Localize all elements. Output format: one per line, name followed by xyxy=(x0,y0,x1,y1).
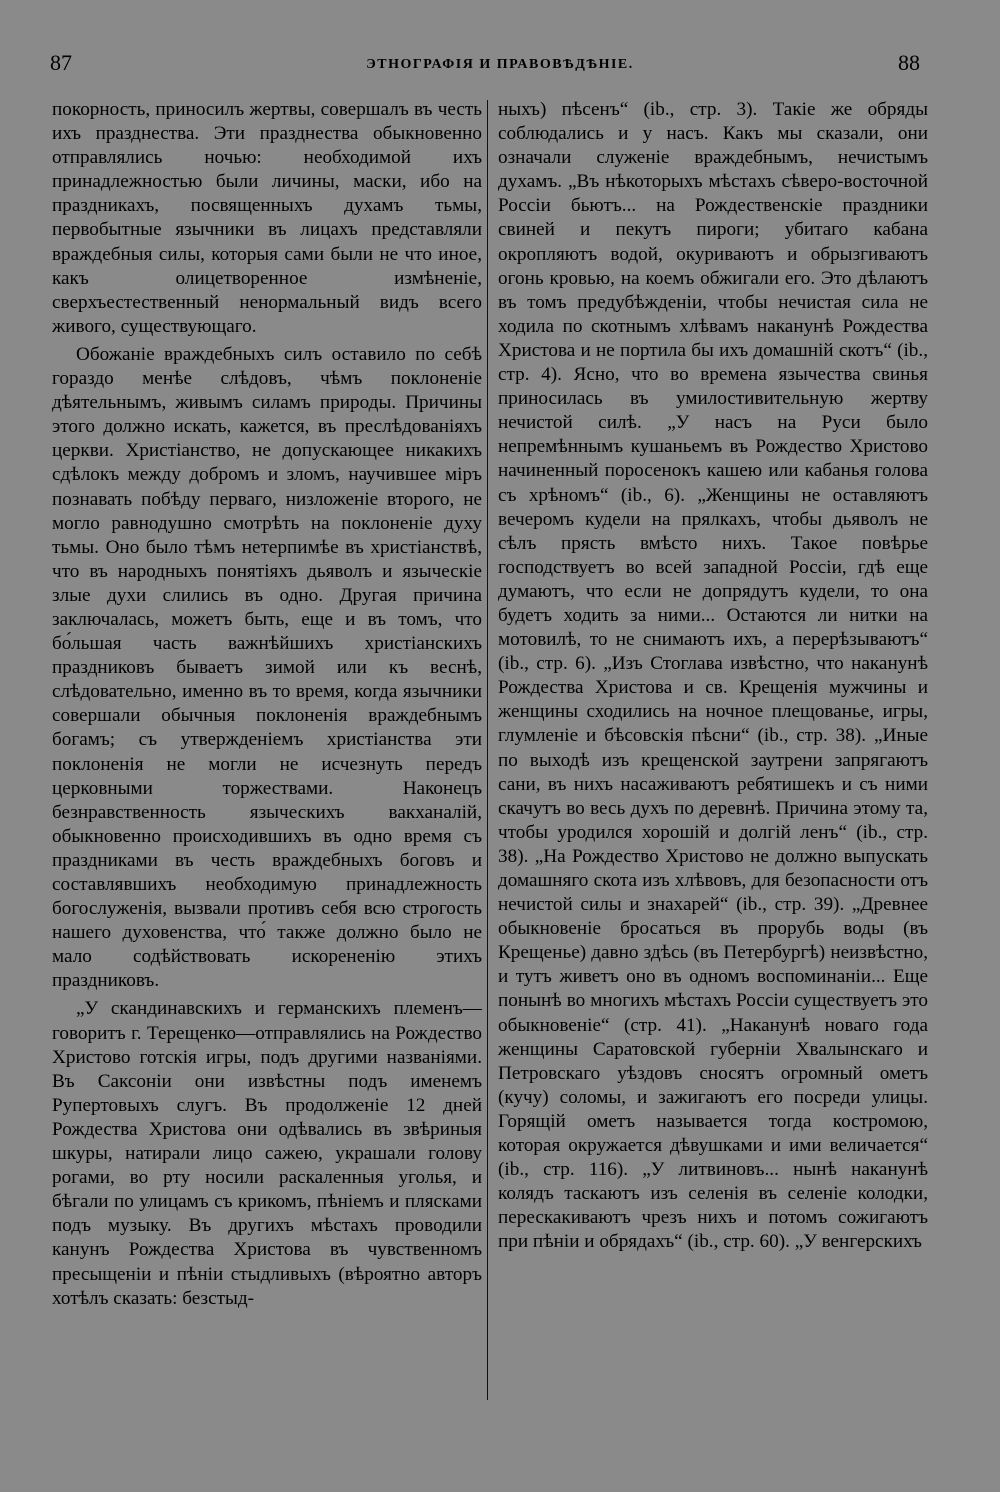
paragraph: покорность, приносилъ жертвы, совершалъ въ честь ихъ празднества. Эти празднества обыкновенно отправлялись ночью: необходимой ихъ принадлежностью были личины, маски, ибо на праздникахъ, посвященныхъ духамъ тьмы, первобытные язычники въ лицахъ представляли враждебныя силы, которыя сами были не что иное, какъ олицетворенное измѣненіе, сверхъестественный ненормальный видъ всего живого, существующаго. xyxy=(52,99,482,337)
page-number-right: 88 xyxy=(898,50,920,75)
page-number-left: 87 xyxy=(50,50,72,75)
right-column xyxy=(498,98,928,1259)
paragraph: „У скандинавскихъ и германскихъ племенъ—говоритъ г. Терещенко—отправлялись на Рождество Христово готскія игры, подъ другими названіями. Въ Саксоніи они извѣстны подъ именемъ Рупертовыхъ слугъ. Въ продолженіе 12 дней Рождества Христова они одѣвались въ звѣриныя шкуры, натирали лицо сажею, украшали голову рогами, во рту носили раскаленныя уголья, и бѣгали по улицамъ съ крикомъ, пѣніемъ и плясками подъ музыку. Въ другихъ мѣстахъ проводили канунъ Рождества Христова въ чувственномъ пресыщеніи и пѣніи стыдливыхъ (вѣроятно авторъ хотѣлъ сказать: безстыд- xyxy=(52,998,482,1309)
running-head: ЭТНОГРАФІЯ И ПРАВОВѢДѢНІЕ. xyxy=(366,57,634,72)
paragraph: ныхъ) пѣсенъ“ (ib., стр. 3). Такіе же обряды соблюдались и у насъ. Какъ мы сказали, они означали служеніе враждебнымъ, нечистымъ духамъ. „Въ нѣкоторыхъ мѣстахъ сѣверо-восточной Россіи бьютъ... на Рождественскіе праздники свиней и пекутъ пироги; убитаго кабана окропляютъ водой, окуриваютъ и обрызгиваютъ огонь кровью, на коемъ обжигали его. Это дѣлаютъ въ томъ предубѣжденіи, чтобы нечистая сила не ходила по скотнымъ хлѣвамъ наканунѣ Рождества Христова и не портила бы ихъ домашній скотъ“ (ib., стр. 4). Ясно, что во времена язычества свинья приносилась въ умилостивительную жертву нечистой силѣ. „У насъ на Руси было непремѣннымъ кушаньемъ въ Рождество Христово начиненный поросенокъ кашею или кабанья голова съ хрѣномъ“ (ib., 6). „Женщины не оставляютъ вечеромъ кудели на прялкахъ, чтобы дьяволъ не сѣлъ прясть вмѣсто нихъ. Такое повѣрье господствуетъ во всей западной Россіи, гдѣ еще думаютъ, что если не допрядутъ кудели, то она будетъ ходить за ними... Остаются ли нитки на мотовилѣ, то не снимаютъ ихъ, а перерѣзываютъ“ (ib., стр. 6). „Изъ Стоглава извѣстно, что наканунѣ Рождества Христова и св. Крещенія мужчины и женщины сходились на ночное плещованье, игры, глумленіе и бѣсовскія пѣсни“ (ib., стр. 38). „Иные по выходѣ изъ крещенской заутрени запрягаютъ сани, въ нихъ насаживаютъ ребятишекъ и съ ними скачутъ во весь духъ по деревнѣ. Причина этому та, чтобы уродился хорошій и долгій ленъ“ (ib., стр. 38). „На Рождество Христово не должно выпускать домашняго скота изъ хлѣвовъ, для безопасности отъ нечистой силы и знахарей“ (ib., стр. 39). „Древнее обыкновеніе бросаться въ прорубь воды (въ Крещенье) давно здѣсь (въ Петербургѣ) неизвѣстно, и тутъ живетъ оно въ одномъ воспоминаніи... Еще понынѣ во многихъ мѣстахъ Россіи существуетъ это обыкновеніе“ (стр. 41). „Наканунѣ новаго года женщины Саратовской губерніи Хвалынскаго и Петровскаго уѣздовъ сносятъ огромный ометъ (кучу) соломы, и зажигаютъ его посреди улицы. Горящій ометъ называется тогда костромою, которая окружается дѣвушками и ими величается“ (ib., стр. 116). „У литвиновъ... нынѣ наканунѣ колядъ таскаютъ изъ селенія въ селеніе колодки, перескакиваютъ чрезъ нихъ и потомъ сожигаютъ при пѣніи и обрядахъ“ (ib., стр. 60). „У венгерскихъ xyxy=(498,99,928,1253)
left-column xyxy=(52,98,482,1315)
paragraph: Обожаніе враждебныхъ силъ оставило по себѣ гораздо менѣе слѣдовъ, чѣмъ поклоненіе дѣятельнымъ, живымъ силамъ природы. Причины этого должно искать, кажется, въ преслѣдованіяхъ церкви. Христіанство, не допускающее никакихъ сдѣлокъ между добромъ и зломъ, научившее міръ познавать побѣду перваго, низложеніе второго, не могло равнодушно смотрѣть на поклоненіе духу тьмы. Оно было тѣмъ нетерпимѣе въ христіанствѣ, что въ народныхъ понятіяхъ дьяволъ и языческіе злые духи слились въ одно. Другая причина заключалась, можетъ быть, еще и въ томъ, что бо́льшая часть важнѣйшихъ христіанскихъ праздниковъ бываетъ зимой или къ веснѣ, слѣдовательно, именно въ то время, когда язычники совершали обычныя поклоненія враждебнымъ богамъ; съ утвержденіемъ христіанства эти поклоненія не могли не исчезнуть передъ церковными торжествами. Наконецъ безнравственность языческихъ вакханалій, обыкновенно происходившихъ въ одно время съ праздниками въ честь враждебныхъ боговъ и составлявшихъ необходимую принадлежность богослуженія, вызвали противъ себя всю строгость нашего духовенства, что́ также должно было не мало содѣйствовать искорененію этихъ праздниковъ. xyxy=(52,343,482,992)
column-divider xyxy=(487,100,488,1400)
